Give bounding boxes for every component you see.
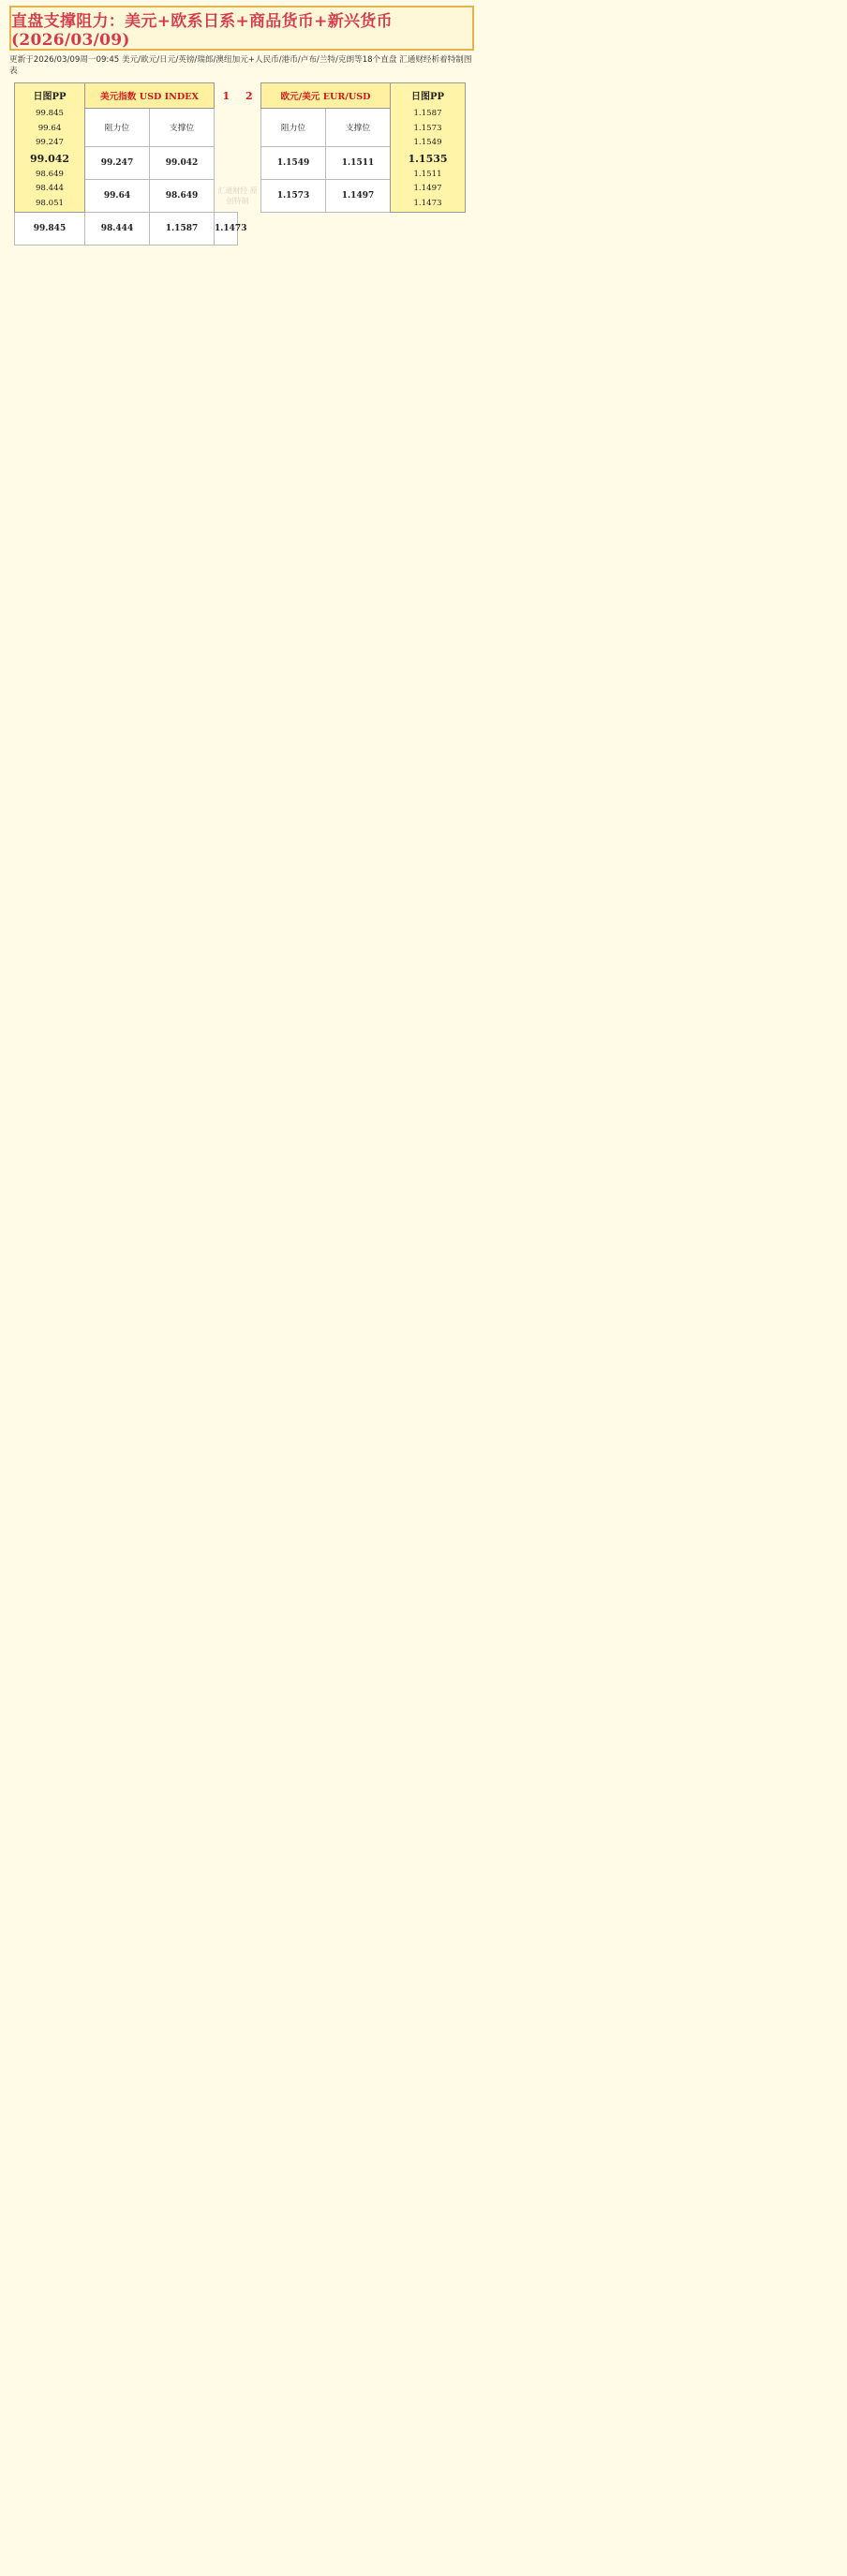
pair-name: 欧元/美元 EUR/USD bbox=[261, 83, 391, 109]
support-value: 99.042 bbox=[150, 146, 215, 179]
pp-value: 1.1511 bbox=[413, 169, 442, 179]
pp-column-left bbox=[15, 83, 85, 213]
resistance-value: 99.64 bbox=[85, 179, 150, 212]
resistance-value: 99.845 bbox=[15, 212, 85, 245]
watermark-text: 汇通财经 原创特制 bbox=[217, 186, 258, 205]
support-label: 支撑位 bbox=[326, 109, 391, 147]
pp-value: 1.1535 bbox=[408, 152, 448, 165]
support-value: 98.444 bbox=[85, 212, 150, 245]
pp-header: 日图PP bbox=[33, 92, 67, 102]
support-value: 98.649 bbox=[150, 179, 215, 212]
pp-value: 1.1473 bbox=[413, 198, 442, 208]
resistance-label: 阻力位 bbox=[261, 109, 326, 147]
pp-value: 99.042 bbox=[29, 152, 70, 165]
pp-column-right bbox=[391, 83, 466, 213]
update-text: 更新于2026/03/09周一09:45 美元/欧元/日元/英镑/瑞郎/澳纽加元+人民币/港币/卢布/兰特/克朗等18个直盘 汇通财经析着特制图表 bbox=[9, 55, 472, 76]
page-title: 直盘支撑阻力：美元+欧系日系+商品货币+新兴货币(2026/03/09) bbox=[9, 6, 474, 51]
resistance-value: 1.1573 bbox=[261, 179, 326, 212]
resistance-label: 阻力位 bbox=[85, 109, 150, 147]
pp-value: 1.1497 bbox=[413, 184, 442, 194]
pp-value: 99.247 bbox=[35, 138, 65, 148]
pp-value: 1.1573 bbox=[413, 123, 442, 133]
watermark bbox=[215, 109, 261, 213]
pair-number: 1 bbox=[215, 83, 238, 109]
pp-value: 99.64 bbox=[37, 123, 62, 133]
pp-value: 99.845 bbox=[35, 109, 65, 118]
pair-block bbox=[14, 82, 466, 246]
support-value: 1.1497 bbox=[326, 179, 391, 212]
pair-number: 2 bbox=[238, 83, 261, 109]
resistance-value: 1.1587 bbox=[150, 212, 215, 245]
resistance-value: 99.247 bbox=[85, 146, 150, 179]
pp-value: 1.1587 bbox=[413, 109, 442, 118]
resistance-value: 1.1549 bbox=[261, 146, 326, 179]
pp-value: 1.1549 bbox=[413, 138, 442, 148]
pivot-blocks bbox=[0, 82, 483, 246]
pp-header: 日图PP bbox=[410, 92, 445, 102]
support-label: 支撑位 bbox=[150, 109, 215, 147]
support-value: 1.1511 bbox=[326, 146, 391, 179]
pp-value: 98.051 bbox=[35, 198, 65, 208]
support-value: 1.1473 bbox=[215, 212, 238, 245]
pp-value: 98.444 bbox=[35, 184, 65, 194]
pair-name: 美元指数 USD INDEX bbox=[85, 83, 215, 109]
pp-value: 98.649 bbox=[35, 169, 65, 179]
